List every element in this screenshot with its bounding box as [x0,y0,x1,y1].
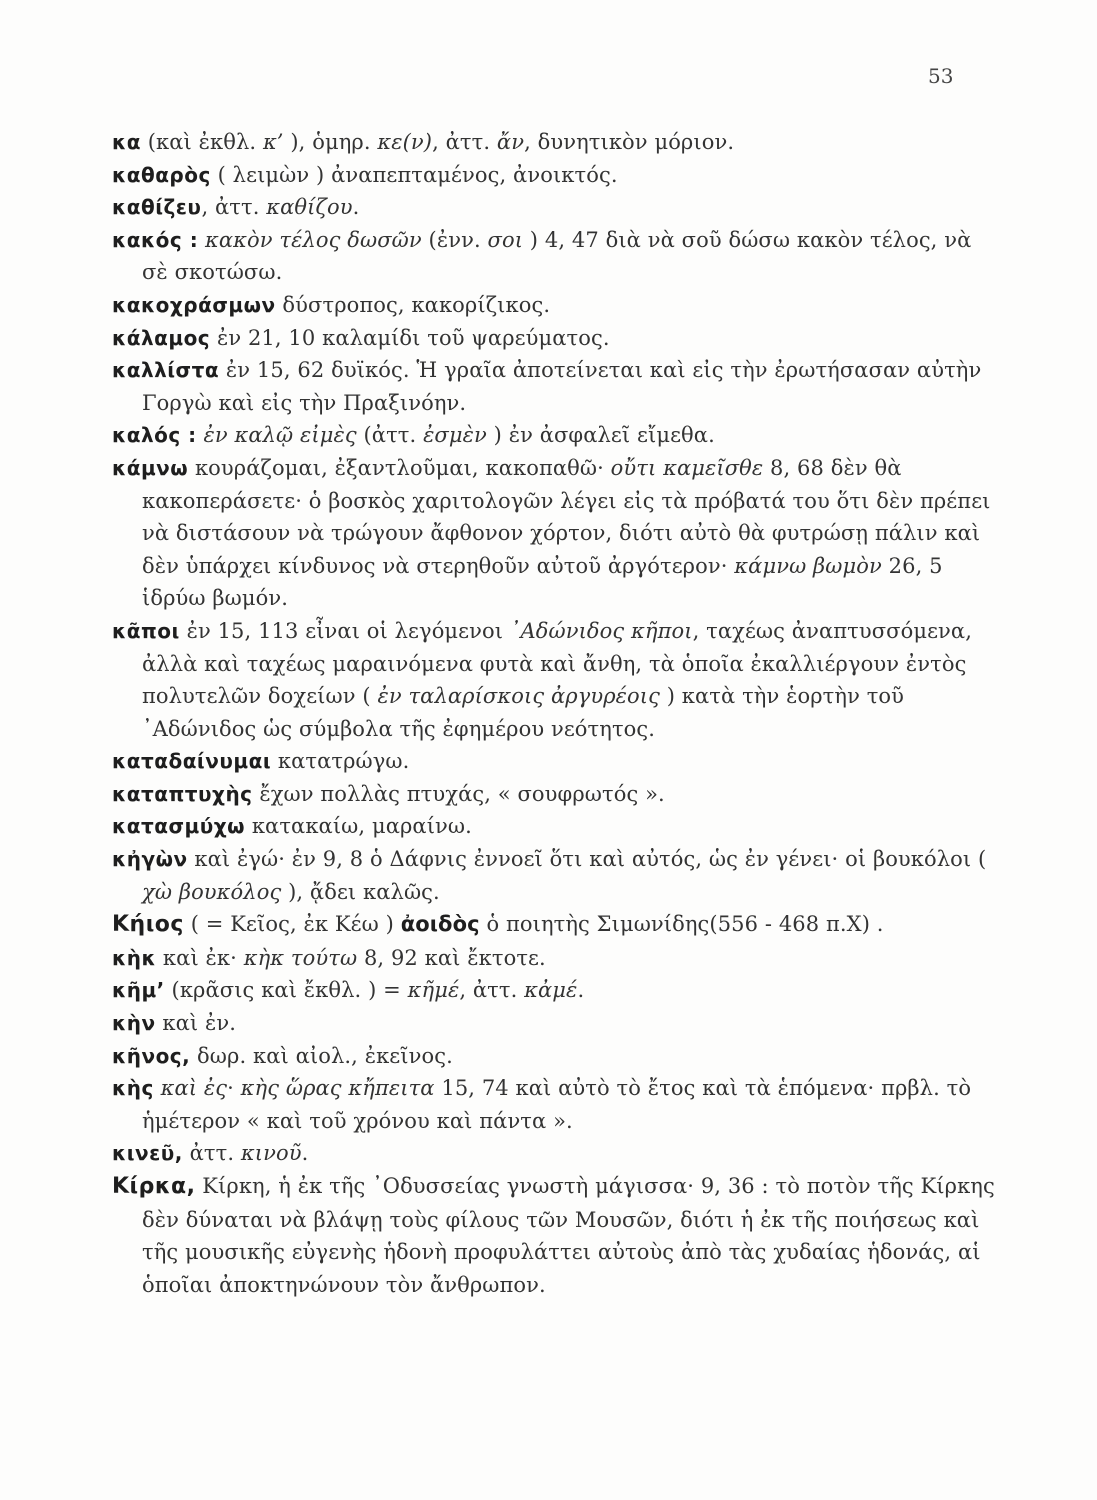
entry-katasmycho: κατασμύχω κατακαίω, μαραίνω. [112,814,472,839]
headword: καθαρὸς [112,162,211,187]
page-number: 53 [928,64,954,88]
entry-kem: κῆμ’ (κρᾶσις καὶ ἔκθλ. ) = κῆμέ, ἀττ. κἀμέ. [112,978,585,1003]
headword: κατασμύχω [112,814,246,839]
headword: κα [112,130,141,154]
headword: καθίζευ [112,195,202,220]
entry-kakochrasmon: κακοχράσμων δύστροπος, κακορίζικος. [112,292,551,317]
headword: κινεῦ, [112,1141,183,1166]
headword: καλλίστα [112,358,220,383]
headword: κὴν [112,1011,156,1036]
entry-kalamos: κάλαμος ἐν 21, 10 καλαμίδι τοῦ ψαρεύματος. [112,325,610,350]
headword: κῆνος, [112,1043,191,1068]
headword: Κίρκα, [112,1174,196,1199]
entry-kes: κὴς καὶ ἐς· κὴς ὥρας κἤπειτα 15, 74 καὶ αὐτὸ τὸ ἔτος καὶ τὰ ἑπόμενα· πρβλ. τὸ ἡμέτερον « καὶ τοῦ χρόνου καὶ πάντα ». [112,1076,972,1133]
entry-kataptyches: καταπτυχὴς ἔχων πολλὰς πτυχάς, « σουφρωτός ». [112,781,665,806]
headword: καλός : [112,423,197,448]
entry-kamno: κάμνω κουράζομαι, ἐξαντλοῦμαι, κακοπαθῶ· οὔτι καμεῖσθε 8, 68 δὲν θὰ κακοπεράσετε· ὁ βοσκὸς χαριτολογῶν λέγει εἰς τὰ πρόβατά του ὅτι δὲν πρέπει νὰ διστάσουν νὰ τρώγουν ἄφθονον χόρτον, διότι αὐτὸ θὰ φυτρώσῃ πάλιν καὶ δὲν ὑπάρχει κίνδυνος νὰ στερηθοῦν αὐτοῦ ἀργότερον· κάμνω βωμὸν 26, 5 ἱδρύω βωμόν. [112,455,991,611]
headword: καταπτυχὴς [112,781,253,806]
headword: κὴς [112,1076,154,1101]
entry-kallista: καλλίστα ἐν 15, 62 δυϊκός. Ἡ γραῖα ἀποτείνεται καὶ εἰς τὴν ἐρωτήσασαν αὐτὴν Γοργὼ καὶ εἰς τὴν Πραξινόην. [112,358,982,415]
headword: κἠγὼν [112,847,188,872]
headword: κακός : [112,227,199,252]
headword: Κήιος [112,912,184,938]
entry-katharos: καθαρὸς ( λειμὼν ) ἀναπεπταμένος, ἀνοικτός. [112,162,618,187]
headword: κᾶποι [112,618,180,643]
entry-kapoi: κᾶποι ἐν 15, 113 εἶναι οἱ λεγόμενοι ᾿Αδώνιδος κῆποι, ταχέως ἀναπτυσσόμενα, ἀλλὰ καὶ ταχέως μαραινόμενα φυτὰ καὶ ἄνθη, τὰ ὁποῖα ἐκαλλιέργουν ἐντὸς πολυτελῶν δοχείων ( ἐν ταλαρίσκοις ἀργυρέοις ) κατὰ τὴν ἑορτὴν τοῦ ᾿Αδώνιδος ὡς σύμβολα τῆς ἐφημέρου νεότητος. [112,618,972,741]
entry-kek: κὴκ καὶ ἐκ· κὴκ τούτω 8, 92 καὶ ἔκτοτε. [112,945,546,970]
entry-keios: Κήιος ( = Κεῖος, ἐκ Κέω ) ἀοιδὸς ὁ ποιητὴς Σιμωνίδης(556 - 468 π.Χ) . [112,912,884,938]
entry-kineu: κινεῦ, ἀττ. κινοῦ. [112,1141,309,1166]
headword: κάλαμος [112,325,211,350]
entry-kegon: κἠγὼν καὶ ἐγώ· ἐν 9, 8 ὁ Δάφνις ἐννοεῖ ὅτι καὶ αὐτός, ὡς ἐν γένει· οἱ βουκόλοι ( χὼ βουκόλος ), ᾄδει καλῶς. [112,847,987,904]
headword: κακοχράσμων [112,292,276,317]
headword: κὴκ [112,945,157,970]
entry-kenos: κῆνος, δωρ. καὶ αἰολ., ἐκεῖνος. [112,1043,453,1068]
entry-kathizeu: καθίζευ, ἀττ. καθίζου. [112,195,360,220]
headword: κάμνω [112,455,189,480]
headword: κῆμ’ [112,978,165,1003]
entry-kalos: καλός : ἐν καλῷ εἰμὲς (ἀττ. ἐσμὲν ) ἐν ἀσφαλεῖ εἴμεθα. [112,423,715,448]
entry-kakos: κακός : κακὸν τέλος δωσῶν (ἐνν. σοι ) 4, 47 διὰ νὰ σοῦ δώσω κακὸν τέλος, νὰ σὲ σκοτώσω. [112,227,972,285]
entry-katadainymai: καταδαίνυμαι κατατρώγω. [112,749,410,774]
headword: καταδαίνυμαι [112,749,272,774]
glossary-entries [112,126,997,1301]
entry-ka: κα (καὶ ἐκθλ. κ’ ), ὁμηρ. κε(ν), ἀττ. ἄν, δυνητικὸν μόριον. [112,130,735,154]
entry-ken: κὴν καὶ ἐν. [112,1011,236,1036]
entry-kirka: Κίρκα, Κίρκη, ἡ ἐκ τῆς ᾿Οδυσσείας γνωστὴ μάγισσα· 9, 36 : τὸ ποτὸν τῆς Κίρκης δὲν δύναται νὰ βλάψῃ τοὺς φίλους τῶν Μουσῶν, διότι ἡ ἐκ τῆς ποιήσεως καὶ τῆς μουσικῆς εὐγενὴς ἡδονὴ προφυλάττει αὐτοὺς ἀπὸ τὰς χυδαίας ἡδονάς, αἱ ὁποῖαι ἀποκτηνώνουν τὸν ἄνθρωπον. [112,1174,995,1297]
